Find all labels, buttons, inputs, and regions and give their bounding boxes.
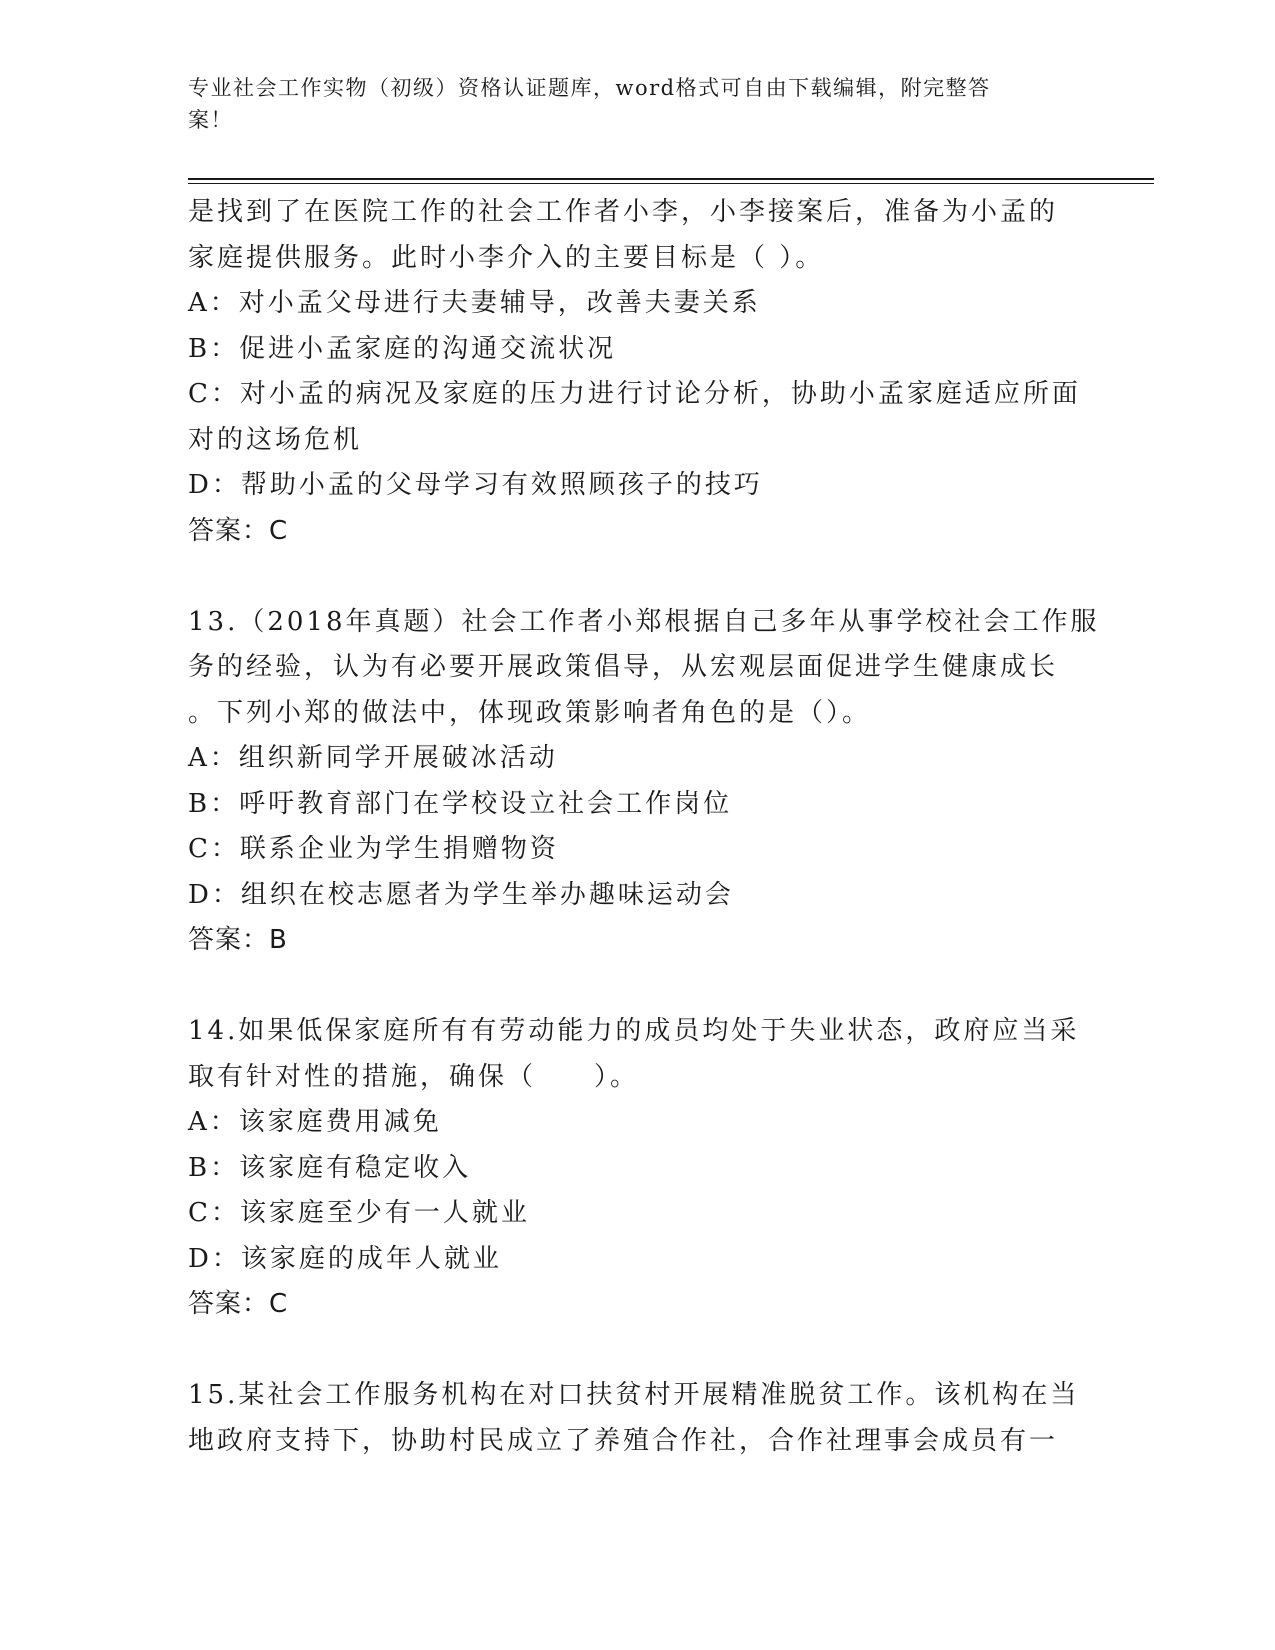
question-14	[188, 1009, 1088, 1328]
question-stem-line: 13.（2018年真题）社会工作者小郑根据自己多年从事学校社会工作服	[188, 606, 1100, 637]
question-stem-line: 取有针对性的措施，确保（ ）。	[188, 1061, 640, 1092]
option-c-continued: 对的这场危机	[188, 424, 363, 455]
answer-line: 答案：C	[188, 515, 289, 546]
header-rule-thick	[188, 178, 1154, 180]
option-c: C：联系企业为学生捐赠物资	[188, 834, 559, 864]
spacer	[188, 1328, 1088, 1374]
option-a: A：组织新同学开展破冰活动	[188, 743, 558, 773]
header-text-line-1: 专业社会工作实物（初级）资格认证题库，word格式可自由下载编辑，附完整答	[188, 76, 991, 100]
header-text-line-2: 案！	[188, 108, 233, 132]
option-a: A：该家庭费用减免	[188, 1107, 442, 1137]
question-12	[188, 190, 1088, 554]
question-15	[188, 1373, 1088, 1464]
option-a: A：对小孟父母进行夫妻辅导，改善夫妻关系	[188, 288, 761, 318]
question-list	[188, 190, 1100, 1464]
header-rule-thin	[188, 183, 1154, 184]
spacer	[188, 964, 1088, 1010]
option-d: D：组织在校志愿者为学生举办趣味运动会	[188, 879, 734, 910]
option-d: D：该家庭的成年人就业	[188, 1243, 502, 1274]
option-b: B：呼吁教育部门在学校设立社会工作岗位	[188, 788, 733, 819]
spacer	[188, 554, 1088, 600]
question-13	[188, 600, 1100, 964]
option-b: B：该家庭有稳定收入	[188, 1152, 472, 1183]
question-stem-line: 地政府支持下，协助村民成立了养殖合作社，合作社理事会成员有一	[188, 1425, 1059, 1456]
question-stem-line: 15.某社会工作服务机构在对口扶贫村开展精准脱贫工作。该机构在当	[188, 1380, 1080, 1410]
option-c: C：该家庭至少有一人就业	[188, 1198, 530, 1228]
option-d: D：帮助小孟的父母学习有效照顾孩子的技巧	[188, 470, 763, 500]
question-stem-line: 14.如果低保家庭所有有劳动能力的成员均处于失业状态，政府应当采	[188, 1016, 1080, 1046]
question-stem-line: 。下列小郑的做法中，体现政策影响者角色的是（）。	[188, 697, 872, 728]
answer-line: 答案：B	[188, 925, 288, 955]
page-header	[188, 72, 1068, 136]
option-c: C：对小孟的病况及家庭的压力进行讨论分析，协助小孟家庭适应所面	[188, 379, 1081, 409]
answer-line: 答案：C	[188, 1289, 289, 1319]
option-b: B：促进小孟家庭的沟通交流状况	[188, 333, 617, 364]
question-stem-line: 是找到了在医院工作的社会工作者小李，小李接案后，准备为小孟的	[188, 197, 1059, 227]
question-stem-line: 务的经验，认为有必要开展政策倡导，从宏观层面促进学生健康成长	[188, 652, 1059, 682]
question-stem-line: 家庭提供服务。此时小李介入的主要目标是（ ）。	[188, 242, 825, 273]
